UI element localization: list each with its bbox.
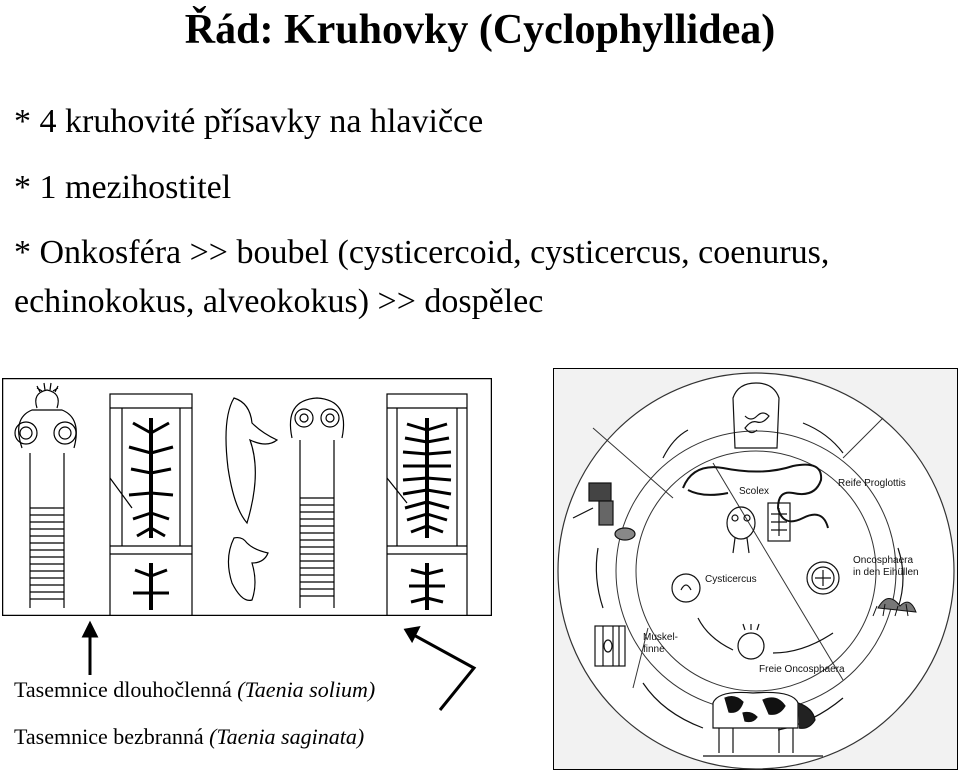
caption-taenia-solium: Tasemnice dlouhočlenná (Taenia solium) bbox=[14, 677, 376, 702]
bullet-suckers: * 4 kruhovité přísavky na hlavičce bbox=[14, 103, 484, 140]
label-cysticercus: Cysticercus bbox=[705, 574, 757, 585]
label-freie-oncosphaera: Freie Oncosphaera bbox=[759, 664, 845, 675]
label-muskel: Muskel- bbox=[643, 632, 679, 643]
oncosphaera-egg-drawing bbox=[807, 562, 839, 594]
label-in-den-eihullen: in den Eihüllen bbox=[853, 567, 919, 578]
label-reife-proglottis: Reife Proglottis bbox=[838, 478, 906, 489]
bullet-development-line2: echinokokus, alveokokus) >> dospělec bbox=[14, 283, 544, 320]
label-finne: finne bbox=[643, 644, 665, 655]
caption-taenia-saginata: Tasemnice bezbranná (Taenia saginata) bbox=[14, 724, 365, 749]
life-cycle-diagram bbox=[553, 368, 958, 770]
pointer-arrows bbox=[0, 620, 500, 730]
page-title: Řád: Kruhovky (Cyclophyllidea) bbox=[184, 7, 776, 53]
bullet-intermediate-host: * 1 mezihostitel bbox=[14, 169, 232, 206]
label-scolex: Scolex bbox=[739, 486, 770, 497]
bullet-development-line1: * Onkosféra >> boubel (cysticercoid, cysticercus, coenurus, bbox=[14, 234, 830, 271]
label-oncosphaera: Oncosphaera bbox=[853, 555, 914, 566]
tapeworm-illustration bbox=[2, 378, 492, 616]
